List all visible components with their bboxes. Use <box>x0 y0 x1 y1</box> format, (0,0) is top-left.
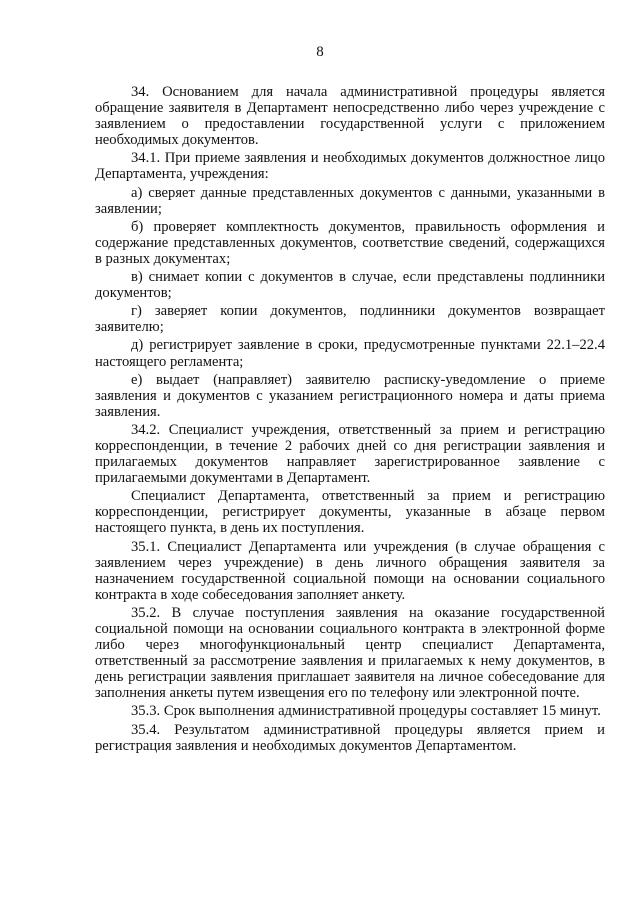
paragraph-34-1-d: д) регистрирует заявление в сроки, предусмотренные пунктами 22.1–22.4 настоящего регламента; <box>95 337 605 370</box>
paragraph-35-4: 35.4. Результатом административной процедуры является прием и регистрация заявления и необходимых документов Департаментом. <box>95 721 605 754</box>
document-body <box>95 84 605 754</box>
paragraph-34-2-continued: Специалист Департамента, ответственный за прием и регистрацию корреспонденции, регистрирует документы, указанные в абзаце первом настоящего пункта, в день их поступления. <box>95 488 605 537</box>
paragraph-34-1-v: в) снимает копии с документов в случае, если представлены подлинники документов; <box>95 269 605 302</box>
page-number: 8 <box>316 44 324 60</box>
paragraph-34-1-g: г) заверяет копии документов, подлинники документов возвращает заявителю; <box>95 303 605 336</box>
paragraph-35-3: 35.3. Срок выполнения административной процедуры составляет 15 минут. <box>131 703 601 720</box>
paragraph-35-1: 35.1. Специалист Департамента или учреждения (в случае обращения с заявлением через учреждение) в день личного обращения заявителя за назначением государственной социальной помощи на основании социального контракта в ходе собеседования заполняет анкету. <box>95 538 605 603</box>
paragraph-34: 34. Основанием для начала административной процедуры является обращение заявителя в Департамент непосредственно либо через учреждение с заявлением о предоставлении государственной услуги с приложением необходимых документов. <box>95 84 605 149</box>
paragraph-34-1-e: е) выдает (направляет) заявителю расписку-уведомление о приеме заявления и документов с указанием регистрационного номера и даты приема заявления. <box>95 371 605 420</box>
paragraph-34-1-b: б) проверяет комплектность документов, правильность оформления и содержание представленных документов, соответствие сведений, содержащихся в разных документах; <box>95 218 605 267</box>
paragraph-35-2: 35.2. В случае поступления заявления на оказание государственной социальной помощи на основании социального контракта в электронной форме либо через многофункциональный центр специалист Департамента, ответственный за рассмотрение заявления и прилагаемых к нему документов, в день регистрации заявления приглашает заявителя на личное собеседование для заполнения анкеты путем извещения его по телефону или электронной почте. <box>95 604 605 702</box>
paragraph-34-2: 34.2. Специалист учреждения, ответственный за прием и регистрацию корреспонденции, в течение 2 рабочих дней со дня регистрации заявления и прилагаемых документов направляет зарегистрированное заявление с прилагаемыми документами в Департамент. <box>95 421 605 487</box>
paragraph-34-1: 34.1. При приеме заявления и необходимых документов должностное лицо Департамента, учреждения: <box>95 150 605 183</box>
paragraph-34-1-a: а) сверяет данные представленных документов с данными, указанными в заявлении; <box>95 184 605 217</box>
